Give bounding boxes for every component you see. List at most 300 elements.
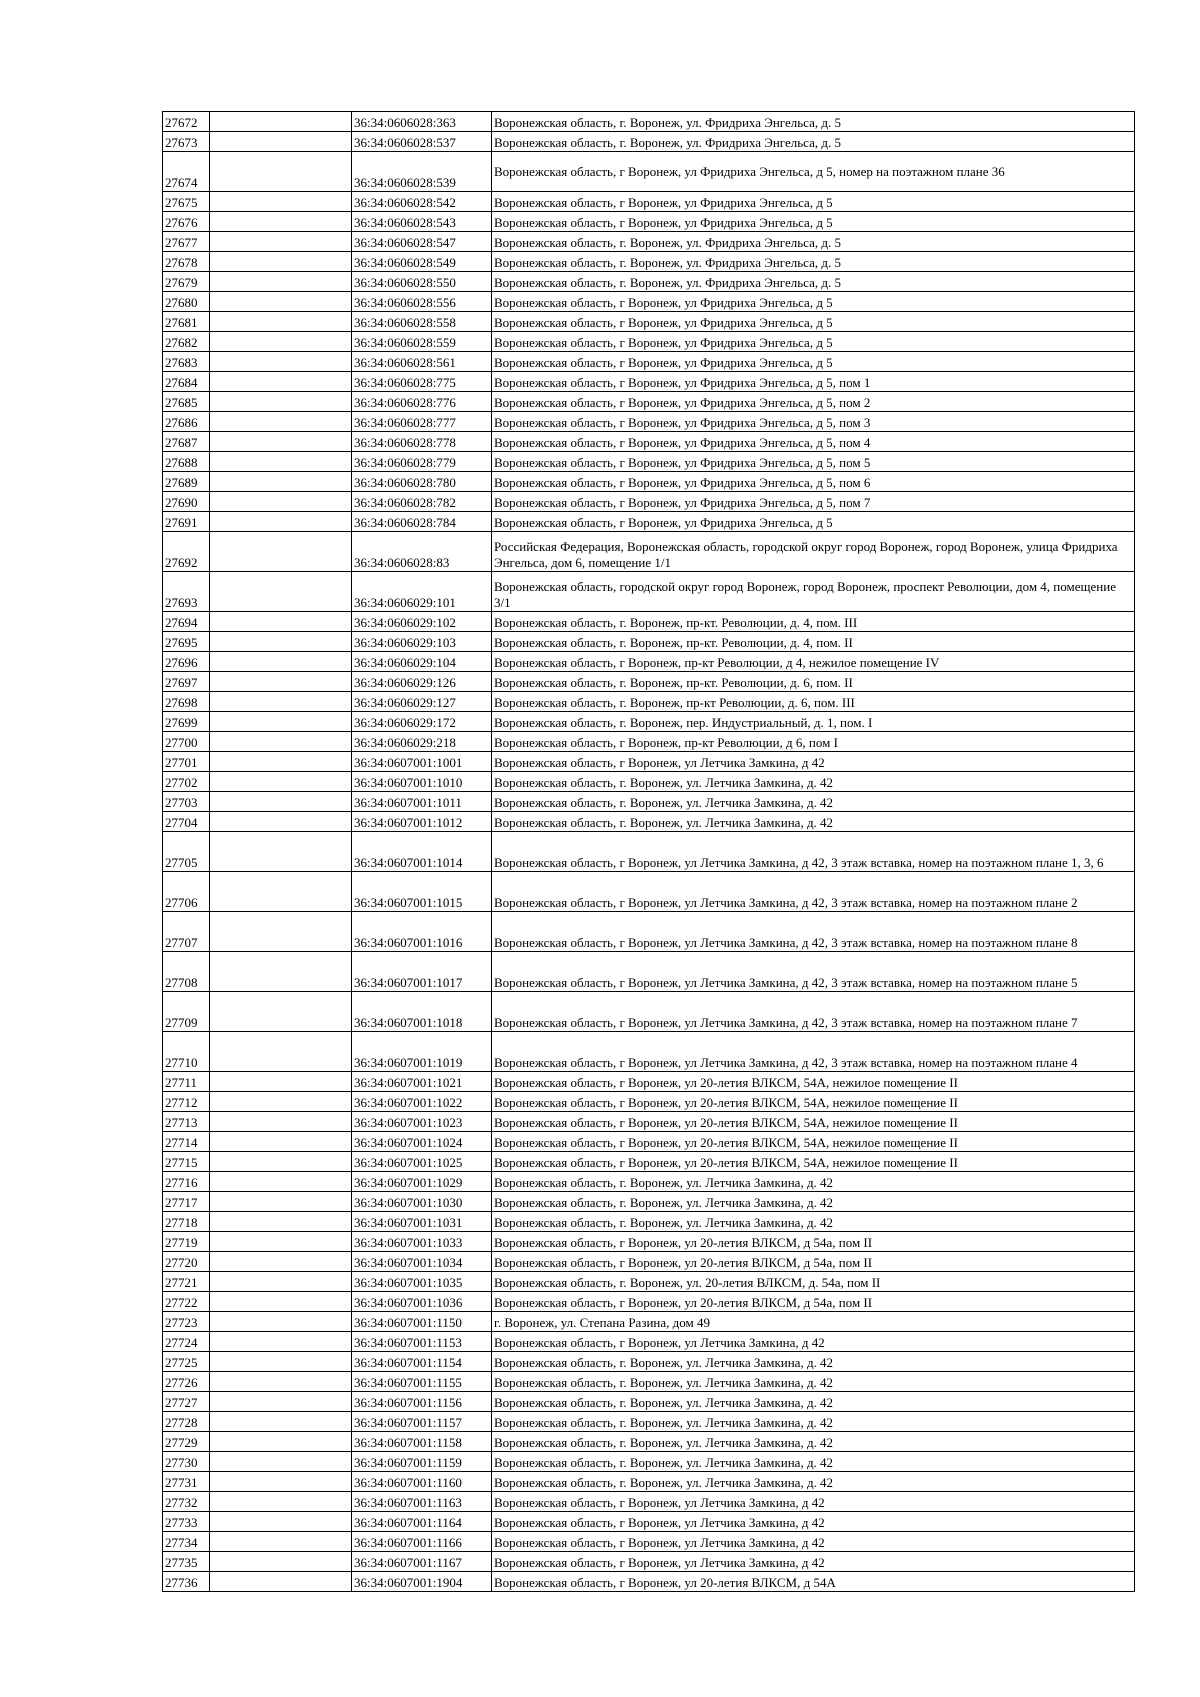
table-row [163, 412, 1135, 432]
row-number-cell: 27689 [163, 472, 210, 492]
table-row [163, 292, 1135, 312]
row-number-cell: 27726 [163, 1372, 210, 1392]
empty-cell [210, 1292, 352, 1312]
address-cell: Воронежская область, г. Воронеж, ул. Летчика Замкина, д. 42 [492, 1412, 1135, 1432]
row-number-cell: 27699 [163, 712, 210, 732]
table-row [163, 1532, 1135, 1552]
address-cell: Воронежская область, г Воронеж, ул 20-летия ВЛКСМ, 54А, нежилое помещение II [492, 1072, 1135, 1092]
address-cell: Воронежская область, г. Воронеж, ул. Фридриха Энгельса, д. 5 [492, 112, 1135, 132]
empty-cell [210, 1472, 352, 1492]
cadastral-number-cell: 36:34:0606028:556 [352, 292, 492, 312]
address-cell: Воронежская область, г Воронеж, ул Фридриха Энгельса, д 5, номер на поэтажном плане 36 [492, 152, 1135, 192]
address-cell: Воронежская область, г Воронеж, ул Летчика Замкина, д 42, 3 этаж вставка, номер на поэтажном плане 8 [492, 912, 1135, 952]
row-number-cell: 27705 [163, 832, 210, 872]
table-row [163, 1132, 1135, 1152]
address-cell: Воронежская область, г Воронеж, ул Летчика Замкина, д 42 [492, 1512, 1135, 1532]
row-number-cell: 27673 [163, 132, 210, 152]
address-cell: Воронежская область, г. Воронеж, пр-кт Революции, д. 6, пом. III [492, 692, 1135, 712]
row-number-cell: 27735 [163, 1552, 210, 1572]
cadastral-number-cell: 36:34:0607001:1024 [352, 1132, 492, 1152]
cadastral-number-cell: 36:34:0607001:1159 [352, 1452, 492, 1472]
table-row [163, 1352, 1135, 1372]
table-row [163, 1172, 1135, 1192]
row-number-cell: 27732 [163, 1492, 210, 1512]
empty-cell [210, 992, 352, 1032]
cadastral-number-cell: 36:34:0607001:1025 [352, 1152, 492, 1172]
address-cell: Воронежская область, г Воронеж, ул Фридриха Энгельса, д 5, пом 5 [492, 452, 1135, 472]
cadastral-number-cell: 36:34:0607001:1016 [352, 912, 492, 952]
row-number-cell: 27690 [163, 492, 210, 512]
address-cell: Воронежская область, г Воронеж, ул Фридриха Энгельса, д 5, пом 3 [492, 412, 1135, 432]
cadastral-number-cell: 36:34:0606028:83 [352, 532, 492, 572]
empty-cell [210, 612, 352, 632]
table-row [163, 1112, 1135, 1132]
cadastral-number-cell: 36:34:0607001:1023 [352, 1112, 492, 1132]
row-number-cell: 27729 [163, 1432, 210, 1452]
table-row [163, 1552, 1135, 1572]
table-row [163, 1312, 1135, 1332]
row-number-cell: 27684 [163, 372, 210, 392]
table-row [163, 1412, 1135, 1432]
row-number-cell: 27692 [163, 532, 210, 572]
table-row [163, 1072, 1135, 1092]
cadastral-number-cell: 36:34:0607001:1012 [352, 812, 492, 832]
cadastral-number-cell: 36:34:0607001:1031 [352, 1212, 492, 1232]
empty-cell [210, 1332, 352, 1352]
cadastral-number-cell: 36:34:0606028:779 [352, 452, 492, 472]
table-row [163, 1512, 1135, 1532]
row-number-cell: 27710 [163, 1032, 210, 1072]
address-cell: Воронежская область, г. Воронеж, ул. Фридриха Энгельса, д. 5 [492, 232, 1135, 252]
row-number-cell: 27694 [163, 612, 210, 632]
address-cell: Воронежская область, г. Воронеж, пер. Индустриальный, д. 1, пом. I [492, 712, 1135, 732]
empty-cell [210, 1032, 352, 1072]
cadastral-number-cell: 36:34:0606028:542 [352, 192, 492, 212]
cadastral-number-cell: 36:34:0606028:547 [352, 232, 492, 252]
address-cell: Воронежская область, г. Воронеж, ул. Летчика Замкина, д. 42 [492, 1212, 1135, 1232]
empty-cell [210, 1112, 352, 1132]
empty-cell [210, 772, 352, 792]
cadastral-number-cell: 36:34:0606028:778 [352, 432, 492, 452]
row-number-cell: 27712 [163, 1092, 210, 1112]
table-row [163, 512, 1135, 532]
address-cell: Воронежская область, г. Воронеж, ул. 20-летия ВЛКСМ, д. 54а, пом II [492, 1272, 1135, 1292]
cadastral-number-cell: 36:34:0607001:1166 [352, 1532, 492, 1552]
empty-cell [210, 292, 352, 312]
address-cell: Воронежская область, г Воронеж, ул Летчика Замкина, д 42, 3 этаж вставка, номер на поэтажном плане 2 [492, 872, 1135, 912]
address-cell: Воронежская область, г Воронеж, ул 20-летия ВЛКСМ, 54А, нежилое помещение II [492, 1152, 1135, 1172]
table-row [163, 252, 1135, 272]
cadastral-number-cell: 36:34:0606029:104 [352, 652, 492, 672]
address-cell: Воронежская область, г Воронеж, ул 20-летия ВЛКСМ, 54А, нежилое помещение II [492, 1132, 1135, 1152]
row-number-cell: 27720 [163, 1252, 210, 1272]
address-cell: Воронежская область, г Воронеж, ул Летчика Замкина, д 42, 3 этаж вставка, номер на поэтажном плане 7 [492, 992, 1135, 1032]
row-number-cell: 27703 [163, 792, 210, 812]
row-number-cell: 27708 [163, 952, 210, 992]
cadastral-number-cell: 36:34:0606029:101 [352, 572, 492, 612]
table-row [163, 772, 1135, 792]
empty-cell [210, 1492, 352, 1512]
address-cell: Воронежская область, г Воронеж, ул Фридриха Энгельса, д 5, пом 7 [492, 492, 1135, 512]
empty-cell [210, 312, 352, 332]
address-cell: Воронежская область, г Воронеж, ул Летчика Замкина, д 42 [492, 1332, 1135, 1352]
address-cell: Воронежская область, г Воронеж, ул Фридриха Энгельса, д 5 [492, 352, 1135, 372]
address-cell: Воронежская область, г Воронеж, ул 20-летия ВЛКСМ, д 54а, пом II [492, 1252, 1135, 1272]
empty-cell [210, 1392, 352, 1412]
row-number-cell: 27727 [163, 1392, 210, 1412]
empty-cell [210, 492, 352, 512]
row-number-cell: 27683 [163, 352, 210, 372]
address-cell: Воронежская область, г Воронеж, ул 20-летия ВЛКСМ, д 54а, пом II [492, 1292, 1135, 1312]
cadastral-number-cell: 36:34:0606028:784 [352, 512, 492, 532]
row-number-cell: 27736 [163, 1572, 210, 1592]
row-number-cell: 27731 [163, 1472, 210, 1492]
cadastral-number-cell: 36:34:0606029:126 [352, 672, 492, 692]
cadastral-number-cell: 36:34:0606028:549 [352, 252, 492, 272]
table-row [163, 452, 1135, 472]
empty-cell [210, 252, 352, 272]
address-cell: Воронежская область, г Воронеж, ул Фридриха Энгельса, д 5, пом 1 [492, 372, 1135, 392]
row-number-cell: 27714 [163, 1132, 210, 1152]
empty-cell [210, 1412, 352, 1432]
address-cell: Воронежская область, г Воронеж, ул Фридриха Энгельса, д 5 [492, 332, 1135, 352]
empty-cell [210, 1512, 352, 1532]
row-number-cell: 27717 [163, 1192, 210, 1212]
cadastral-number-cell: 36:34:0606028:558 [352, 312, 492, 332]
empty-cell [210, 1312, 352, 1332]
table-row [163, 1252, 1135, 1272]
table-row [163, 672, 1135, 692]
table-row [163, 112, 1135, 132]
cadastral-number-cell: 36:34:0607001:1019 [352, 1032, 492, 1072]
row-number-cell: 27721 [163, 1272, 210, 1292]
cadastral-number-cell: 36:34:0607001:1904 [352, 1572, 492, 1592]
table-row [163, 312, 1135, 332]
empty-cell [210, 272, 352, 292]
table-row [163, 1332, 1135, 1352]
row-number-cell: 27734 [163, 1532, 210, 1552]
row-number-cell: 27674 [163, 152, 210, 192]
empty-cell [210, 412, 352, 432]
empty-cell [210, 632, 352, 652]
address-cell: Воронежская область, г Воронеж, ул 20-летия ВЛКСМ, 54А, нежилое помещение II [492, 1112, 1135, 1132]
table-row [163, 432, 1135, 452]
row-number-cell: 27688 [163, 452, 210, 472]
cadastral-number-cell: 36:34:0607001:1164 [352, 1512, 492, 1532]
row-number-cell: 27676 [163, 212, 210, 232]
empty-cell [210, 672, 352, 692]
cadastral-number-cell: 36:34:0606028:777 [352, 412, 492, 432]
cadastral-number-cell: 36:34:0606028:539 [352, 152, 492, 192]
cadastral-number-cell: 36:34:0606028:550 [352, 272, 492, 292]
address-cell: Воронежская область, г Воронеж, ул Летчика Замкина, д 42, 3 этаж вставка, номер на поэтажном плане 5 [492, 952, 1135, 992]
empty-cell [210, 1152, 352, 1172]
cadastral-number-cell: 36:34:0606028:776 [352, 392, 492, 412]
row-number-cell: 27713 [163, 1112, 210, 1132]
empty-cell [210, 952, 352, 992]
cadastral-number-cell: 36:34:0606028:775 [352, 372, 492, 392]
table-row [163, 1272, 1135, 1292]
address-cell: Воронежская область, г. Воронеж, ул. Летчика Замкина, д. 42 [492, 1352, 1135, 1372]
cadastral-number-cell: 36:34:0607001:1155 [352, 1372, 492, 1392]
address-cell: Воронежская область, г. Воронеж, ул. Фридриха Энгельса, д. 5 [492, 132, 1135, 152]
cadastral-number-cell: 36:34:0606028:559 [352, 332, 492, 352]
empty-cell [210, 692, 352, 712]
address-cell: Воронежская область, г. Воронеж, ул. Летчика Замкина, д. 42 [492, 1172, 1135, 1192]
cadastral-number-cell: 36:34:0607001:1157 [352, 1412, 492, 1432]
empty-cell [210, 1432, 352, 1452]
table-row [163, 792, 1135, 812]
row-number-cell: 27700 [163, 732, 210, 752]
row-number-cell: 27680 [163, 292, 210, 312]
row-number-cell: 27687 [163, 432, 210, 452]
row-number-cell: 27675 [163, 192, 210, 212]
cadastral-number-cell: 36:34:0607001:1018 [352, 992, 492, 1032]
table-row [163, 632, 1135, 652]
address-cell: Воронежская область, г Воронеж, ул Летчика Замкина, д 42, 3 этаж вставка, номер на поэтажном плане 1, 3, 6 [492, 832, 1135, 872]
address-cell: Воронежская область, г Воронеж, ул Фридриха Энгельса, д 5 [492, 292, 1135, 312]
cadastral-number-cell: 36:34:0607001:1011 [352, 792, 492, 812]
empty-cell [210, 152, 352, 192]
address-cell: Воронежская область, г. Воронеж, ул. Фридриха Энгельса, д. 5 [492, 252, 1135, 272]
empty-cell [210, 832, 352, 872]
empty-cell [210, 712, 352, 732]
cadastral-number-cell: 36:34:0606029:127 [352, 692, 492, 712]
table-row [163, 1212, 1135, 1232]
empty-cell [210, 512, 352, 532]
cadastral-number-cell: 36:34:0606029:172 [352, 712, 492, 732]
empty-cell [210, 132, 352, 152]
table-row [163, 812, 1135, 832]
cadastral-number-cell: 36:34:0606028:363 [352, 112, 492, 132]
table-row [163, 872, 1135, 912]
cadastral-number-cell: 36:34:0606028:782 [352, 492, 492, 512]
row-number-cell: 27685 [163, 392, 210, 412]
row-number-cell: 27704 [163, 812, 210, 832]
cadastral-number-cell: 36:34:0607001:1034 [352, 1252, 492, 1272]
table-row [163, 992, 1135, 1032]
table-row [163, 532, 1135, 572]
row-number-cell: 27677 [163, 232, 210, 252]
empty-cell [210, 372, 352, 392]
empty-cell [210, 1192, 352, 1212]
cadastral-number-cell: 36:34:0607001:1150 [352, 1312, 492, 1332]
address-cell: Воронежская область, г Воронеж, ул Фридриха Энгельса, д 5, пом 2 [492, 392, 1135, 412]
table-row [163, 1092, 1135, 1112]
address-cell: Воронежская область, г Воронеж, ул Фридриха Энгельса, д 5 [492, 512, 1135, 532]
row-number-cell: 27719 [163, 1232, 210, 1252]
row-number-cell: 27709 [163, 992, 210, 1032]
empty-cell [210, 1452, 352, 1472]
address-cell: Воронежская область, г. Воронеж, ул. Летчика Замкина, д. 42 [492, 1392, 1135, 1412]
address-cell: Воронежская область, г Воронеж, ул Фридриха Энгельса, д 5, пом 4 [492, 432, 1135, 452]
address-cell: Воронежская область, г. Воронеж, ул. Фридриха Энгельса, д. 5 [492, 272, 1135, 292]
address-cell: Воронежская область, г Воронеж, ул Фридриха Энгельса, д 5 [492, 212, 1135, 232]
cadastral-number-cell: 36:34:0607001:1010 [352, 772, 492, 792]
address-cell: Воронежская область, г. Воронеж, ул. Летчика Замкина, д. 42 [492, 772, 1135, 792]
row-number-cell: 27724 [163, 1332, 210, 1352]
empty-cell [210, 1132, 352, 1152]
empty-cell [210, 1092, 352, 1112]
address-cell: Воронежская область, г. Воронеж, ул. Летчика Замкина, д. 42 [492, 1472, 1135, 1492]
address-cell: Воронежская область, г. Воронеж, ул. Летчика Замкина, д. 42 [492, 1452, 1135, 1472]
address-cell: Воронежская область, г. Воронеж, пр-кт. Революции, д. 6, пом. II [492, 672, 1135, 692]
table-row [163, 612, 1135, 632]
row-number-cell: 27722 [163, 1292, 210, 1312]
empty-cell [210, 392, 352, 412]
cadastral-number-cell: 36:34:0607001:1035 [352, 1272, 492, 1292]
address-cell: Российская Федерация, Воронежская область, городской округ город Воронеж, город Воронеж, улица Фридриха Энгельса, дом 6, помещение 1/1 [492, 532, 1135, 572]
cadastral-number-cell: 36:34:0607001:1158 [352, 1432, 492, 1452]
table-row [163, 492, 1135, 512]
row-number-cell: 27691 [163, 512, 210, 532]
address-cell: Воронежская область, г Воронеж, ул Летчика Замкина, д 42 [492, 1552, 1135, 1572]
empty-cell [210, 452, 352, 472]
table-row [163, 272, 1135, 292]
row-number-cell: 27686 [163, 412, 210, 432]
address-cell: Воронежская область, г Воронеж, ул Фридриха Энгельса, д 5 [492, 192, 1135, 212]
cadastral-number-cell: 36:34:0607001:1160 [352, 1472, 492, 1492]
table-row [163, 732, 1135, 752]
table-row [163, 1152, 1135, 1172]
table-row [163, 352, 1135, 372]
address-cell: Воронежская область, г Воронеж, ул Летчика Замкина, д 42 [492, 1492, 1135, 1512]
row-number-cell: 27695 [163, 632, 210, 652]
registry-table-body [163, 112, 1135, 1592]
table-row [163, 212, 1135, 232]
empty-cell [210, 1252, 352, 1272]
row-number-cell: 27681 [163, 312, 210, 332]
row-number-cell: 27715 [163, 1152, 210, 1172]
empty-cell [210, 332, 352, 352]
empty-cell [210, 1532, 352, 1552]
table-row [163, 1572, 1135, 1592]
table-row [163, 1032, 1135, 1072]
table-row [163, 372, 1135, 392]
empty-cell [210, 192, 352, 212]
empty-cell [210, 652, 352, 672]
cadastral-number-cell: 36:34:0606028:780 [352, 472, 492, 492]
cadastral-number-cell: 36:34:0607001:1153 [352, 1332, 492, 1352]
row-number-cell: 27733 [163, 1512, 210, 1532]
address-cell: Воронежская область, г Воронеж, ул Летчика Замкина, д 42, 3 этаж вставка, номер на поэтажном плане 4 [492, 1032, 1135, 1072]
empty-cell [210, 1572, 352, 1592]
row-number-cell: 27701 [163, 752, 210, 772]
table-row [163, 912, 1135, 952]
address-cell: Воронежская область, г Воронеж, ул Фридриха Энгельса, д 5 [492, 312, 1135, 332]
empty-cell [210, 752, 352, 772]
address-cell: Воронежская область, г. Воронеж, пр-кт. Революции, д. 4, пом. II [492, 632, 1135, 652]
table-row [163, 952, 1135, 992]
address-cell: Воронежская область, г. Воронеж, ул. Летчика Замкина, д. 42 [492, 1372, 1135, 1392]
cadastral-number-cell: 36:34:0607001:1030 [352, 1192, 492, 1212]
table-row [163, 472, 1135, 492]
cadastral-number-cell: 36:34:0607001:1022 [352, 1092, 492, 1112]
table-row [163, 132, 1135, 152]
address-cell: Воронежская область, г. Воронеж, ул. Летчика Замкина, д. 42 [492, 812, 1135, 832]
cadastral-number-cell: 36:34:0606028:537 [352, 132, 492, 152]
address-cell: г. Воронеж, ул. Степана Разина, дом 49 [492, 1312, 1135, 1332]
empty-cell [210, 732, 352, 752]
empty-cell [210, 352, 352, 372]
row-number-cell: 27728 [163, 1412, 210, 1432]
address-cell: Воронежская область, г Воронеж, ул Летчика Замкина, д 42 [492, 1532, 1135, 1552]
row-number-cell: 27723 [163, 1312, 210, 1332]
table-row [163, 192, 1135, 212]
cadastral-number-cell: 36:34:0607001:1014 [352, 832, 492, 872]
empty-cell [210, 792, 352, 812]
cadastral-number-cell: 36:34:0607001:1156 [352, 1392, 492, 1412]
row-number-cell: 27711 [163, 1072, 210, 1092]
cadastral-number-cell: 36:34:0606029:103 [352, 632, 492, 652]
table-row [163, 1452, 1135, 1472]
empty-cell [210, 1352, 352, 1372]
table-row [163, 232, 1135, 252]
cadastral-number-cell: 36:34:0607001:1029 [352, 1172, 492, 1192]
cadastral-number-cell: 36:34:0607001:1017 [352, 952, 492, 992]
table-row [163, 1292, 1135, 1312]
table-row [163, 752, 1135, 772]
empty-cell [210, 232, 352, 252]
row-number-cell: 27718 [163, 1212, 210, 1232]
table-row [163, 832, 1135, 872]
empty-cell [210, 912, 352, 952]
row-number-cell: 27679 [163, 272, 210, 292]
empty-cell [210, 572, 352, 612]
address-cell: Воронежская область, г Воронеж, ул 20-летия ВЛКСМ, д 54а, пом II [492, 1232, 1135, 1252]
empty-cell [210, 1212, 352, 1232]
table-row [163, 1472, 1135, 1492]
table-row [163, 572, 1135, 612]
table-row [163, 392, 1135, 412]
cadastral-number-cell: 36:34:0606029:102 [352, 612, 492, 632]
empty-cell [210, 872, 352, 912]
row-number-cell: 27698 [163, 692, 210, 712]
address-cell: Воронежская область, г. Воронеж, пр-кт. Революции, д. 4, пом. III [492, 612, 1135, 632]
empty-cell [210, 532, 352, 572]
table-row [163, 652, 1135, 672]
table-row [163, 692, 1135, 712]
empty-cell [210, 1072, 352, 1092]
table-row [163, 1372, 1135, 1392]
table-row [163, 152, 1135, 192]
cadastral-number-cell: 36:34:0606028:543 [352, 212, 492, 232]
empty-cell [210, 212, 352, 232]
empty-cell [210, 112, 352, 132]
table-row [163, 1232, 1135, 1252]
cadastral-number-cell: 36:34:0607001:1163 [352, 1492, 492, 1512]
address-cell: Воронежская область, г. Воронеж, ул. Летчика Замкина, д. 42 [492, 792, 1135, 812]
address-cell: Воронежская область, городской округ город Воронеж, город Воронеж, проспект Революции, дом 4, помещение 3/1 [492, 572, 1135, 612]
row-number-cell: 27693 [163, 572, 210, 612]
row-number-cell: 27678 [163, 252, 210, 272]
address-cell: Воронежская область, г Воронеж, ул Фридриха Энгельса, д 5, пом 6 [492, 472, 1135, 492]
cadastral-number-cell: 36:34:0607001:1167 [352, 1552, 492, 1572]
row-number-cell: 27730 [163, 1452, 210, 1472]
cadastral-number-cell: 36:34:0606029:218 [352, 732, 492, 752]
address-cell: Воронежская область, г Воронеж, ул 20-летия ВЛКСМ, 54А, нежилое помещение II [492, 1092, 1135, 1112]
table-row [163, 712, 1135, 732]
row-number-cell: 27716 [163, 1172, 210, 1192]
empty-cell [210, 1172, 352, 1192]
row-number-cell: 27696 [163, 652, 210, 672]
table-row [163, 1492, 1135, 1512]
table-row [163, 1192, 1135, 1212]
empty-cell [210, 812, 352, 832]
cadastral-number-cell: 36:34:0607001:1021 [352, 1072, 492, 1092]
empty-cell [210, 1232, 352, 1252]
address-cell: Воронежская область, г Воронеж, ул 20-летия ВЛКСМ, д 54А [492, 1572, 1135, 1592]
